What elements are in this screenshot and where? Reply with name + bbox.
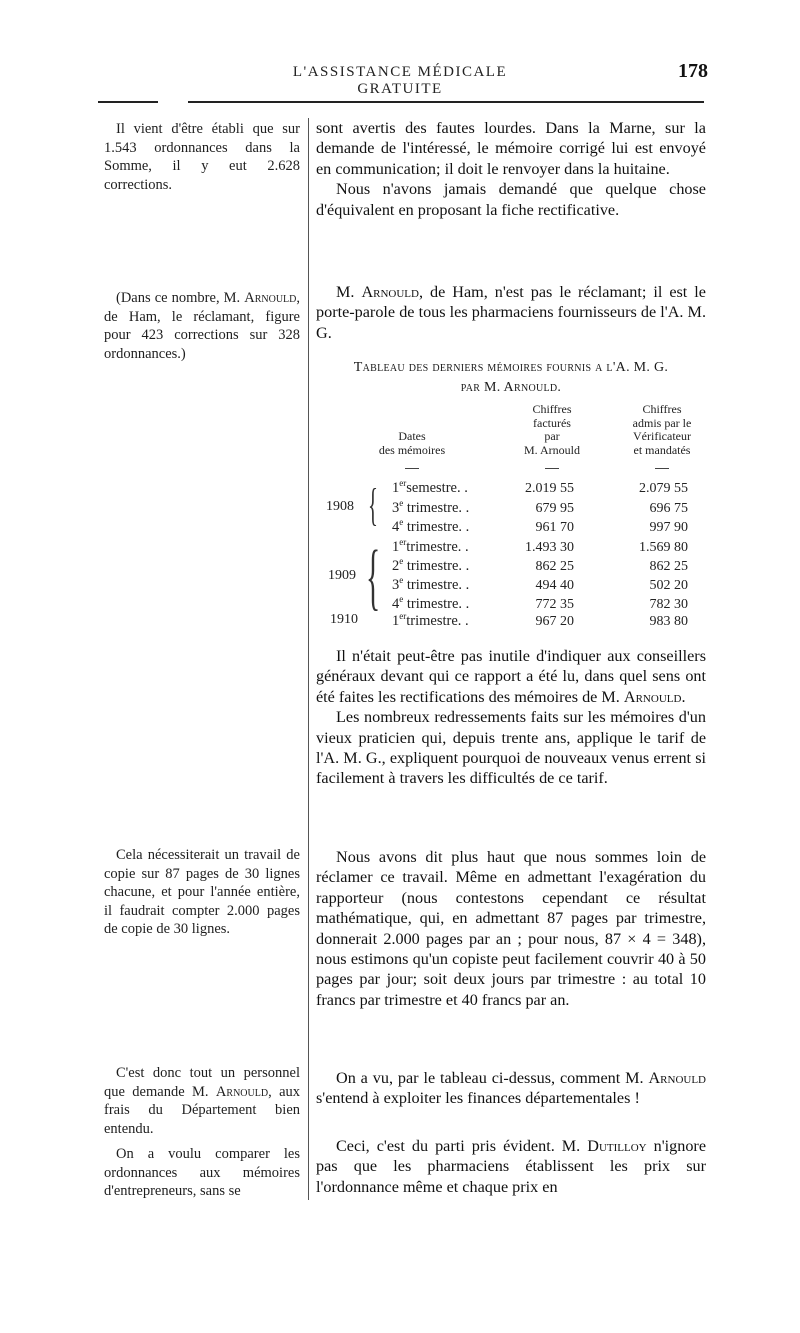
sidenote-5-text: On a voulu comparer les ordonnances aux mémoires d'entrepreneurs, sans se [104,1146,300,1200]
brace-1908: { [368,479,378,530]
sidenote-2-name: Arnould [244,290,297,306]
paragraph-8 [316,1136,706,1197]
period-sup: e [399,594,404,605]
paragraph-2: Nous n'avons jamais demandé que quelque chose d'équivalent en proposant la fiche rectificative. [316,180,706,219]
sidenote-1 [104,120,300,194]
table-cell-factures: 679 95 [535,501,574,516]
table-cell-factures: 772 35 [535,597,574,612]
period-sup: e [399,517,404,528]
paragraph-7 [316,1068,706,1109]
main-block-1 [316,118,706,220]
sidenote-2-a: (Dans ce nombre, M. [116,290,245,306]
table-cell-factures: 961 70 [535,520,574,535]
table-cell-factures: 862 25 [535,559,574,574]
paragraph-8-b: n'ignore pas que les pharmaciens établissent les prix sur l'ordonnance même et chaque prix en [316,1137,707,1196]
table-dash-factures [545,468,559,469]
table-row-period [392,500,469,517]
main-block-5 [316,1068,706,1109]
paragraph-1: sont avertis des fautes lourdes. Dans la Marne, sur la demande de l'intéressé, le mémoire corrigé lui est envoyé en communication; il doit le renvoyer dans la huitaine. [316,119,706,178]
paragraph-7-name: Arnould [648,1069,706,1087]
table-cell-factures: 1.493 30 [525,540,574,555]
brace-1909: { [366,536,381,618]
table-cell-factures: 494 40 [535,578,574,593]
sidenote-1-text: Il vient d'être établi que sur 1.543 ordonnances dans la Somme, il y eut 2.628 corrections. [104,121,300,193]
sidenote-4-text [104,1064,300,1138]
paragraph-8-a: Ceci, c'est du parti pris évident. M. [336,1137,588,1155]
table-row-period [392,577,469,594]
period-num: 4 [392,519,400,535]
period-sup: er [399,478,407,489]
main-block-6 [316,1136,706,1197]
table-header-factures: Chiffres facturés par M. Arnould [523,402,580,457]
main-block-2 [316,282,706,343]
paragraph-3-name: Arnould [361,283,419,301]
paragraph-7-b: s'entend à exploiter les finances départementales ! [316,1089,640,1108]
table-cell-admis: 782 30 [649,597,688,612]
paragraph-3 [316,282,706,343]
period-num: 3 [392,577,400,593]
paragraph-7-a: On a vu, par le tableau ci-dessus, comment M. [336,1069,649,1087]
sidenote-3 [104,846,300,939]
sidenote-5 [104,1145,300,1201]
period-label: trimestre. . [403,596,470,612]
period-label: trimestre. . [403,519,470,535]
main-block-3 [316,646,706,789]
table-row-period [392,558,469,575]
period-label: trimestre. . [403,558,470,574]
period-sup: e [399,498,404,509]
table-title-line-1: Tableau des derniers mémoires fournis a l'A. M. G. [353,360,669,375]
header-rule-left [98,101,158,103]
paragraph-8-name: Dutilloy [587,1137,647,1155]
paragraph-5: Les nombreux redressements faits sur les mémoires d'un vieux praticien qui, depuis trente ans, applique le tarif de l'A. M. G., expliquent pourquoi de nouveaux venus errent si facilement à travers les difficultés de ce tarif. [316,708,706,788]
table-header-dates: Dates des mémoires [378,429,446,457]
period-sup: er [399,537,407,548]
paragraph-6: Nous avons dit plus haut que nous sommes loin de réclamer ce travail. Même en admettant l'exagération du rapporteur (nous contestons cependant ce résultat mathématique, qui, en admettant 87 pages par trimestre, donnerait 2.000 pages par an ; pour nous, 87 × 4 = 348), nous estimons qu'un copiste peut facilement couvrir 40 à 50 pages par jour; soit deux jours par trimestre : au total 10 francs par trimestre et 40 francs par an. [316,848,706,1009]
period-num: 4 [392,596,400,612]
main-block-4 [316,847,706,1010]
sidenote-4-b: , aux frais du Département bien entendu. [104,1083,300,1137]
year-1908: 1908 [326,499,354,514]
sidenote-4-a: C'est donc tout un personnel que demande M. [104,1065,300,1100]
period-sup: e [399,575,404,586]
table-dash-admis [655,468,669,469]
period-sup: e [399,556,404,567]
paragraph-4-a: Il n'était peut-être pas inutile d'indiquer aux conseillers généraux devant qui ce rapport a été lu, dans quel sens ont été faites les rectifications des mémoires de M. [316,647,706,706]
header-rule [188,101,704,103]
paragraph-4-b: . [681,687,686,706]
period-label: trimestre. . [406,539,469,555]
period-label: semestre. . [406,480,468,496]
period-num: 2 [392,558,400,574]
table-row-period [392,539,469,556]
paragraph-3-a: M. [336,283,362,301]
table-cell-factures: 967 20 [535,614,574,629]
period-sup: er [399,611,407,622]
paragraph-4-name: Arnould [623,687,682,706]
column-separator [308,118,309,1200]
table-row-period [392,613,469,630]
period-label: trimestre. . [403,500,470,516]
paragraph-4 [316,646,706,707]
year-1909: 1909 [328,568,356,583]
table-cell-admis: 696 75 [649,501,688,516]
sidenote-4-name: Arnould [215,1083,269,1100]
period-label: trimestre. . [403,577,470,593]
paragraph-3-b: , de Ham, n'est pas le réclamant; il est le porte-parole de tous les pharmaciens fournisseurs de l'A. M. G. [316,283,706,342]
table-title [316,358,706,398]
sidenote-2-text [104,289,300,363]
table-cell-admis: 1.569 80 [639,540,688,555]
table-cell-admis: 2.079 55 [639,481,688,496]
table-dash-dates [405,468,419,469]
table-cell-admis: 983 80 [649,614,688,629]
table-row-period [392,480,468,497]
page-number: 178 [678,60,708,82]
table-cell-factures: 2.019 55 [525,481,574,496]
sidenote-3-text: Cela nécessiterait un travail de copie sur 87 pages de 30 lignes chacune, et pour l'année entière, il faudrait compter 2.000 pages de copie de 30 lignes. [104,847,300,938]
sidenote-2 [104,289,300,363]
table-cell-admis: 502 20 [649,578,688,593]
period-num: 1 [392,480,400,496]
period-num: 1 [392,613,400,629]
table-row-period [392,519,469,536]
sidenote-4 [104,1064,300,1138]
period-label: trimestre. . [406,613,469,629]
sidenote-2-b: , de Ham, le réclamant, figure pour 423 corrections sur 328 ordonnances.) [104,290,300,362]
table-cell-admis: 862 25 [649,559,688,574]
running-header: L'ASSISTANCE MÉDICALE GRATUITE [292,64,508,97]
year-1910: 1910 [330,612,358,627]
table-header-admis: Chiffres admis par le Vérificateur et mandatés [632,402,692,457]
period-num: 3 [392,500,400,516]
table-cell-admis: 997 90 [649,520,688,535]
table-title-line-2: par M. Arnould. [460,380,562,395]
period-num: 1 [392,539,400,555]
